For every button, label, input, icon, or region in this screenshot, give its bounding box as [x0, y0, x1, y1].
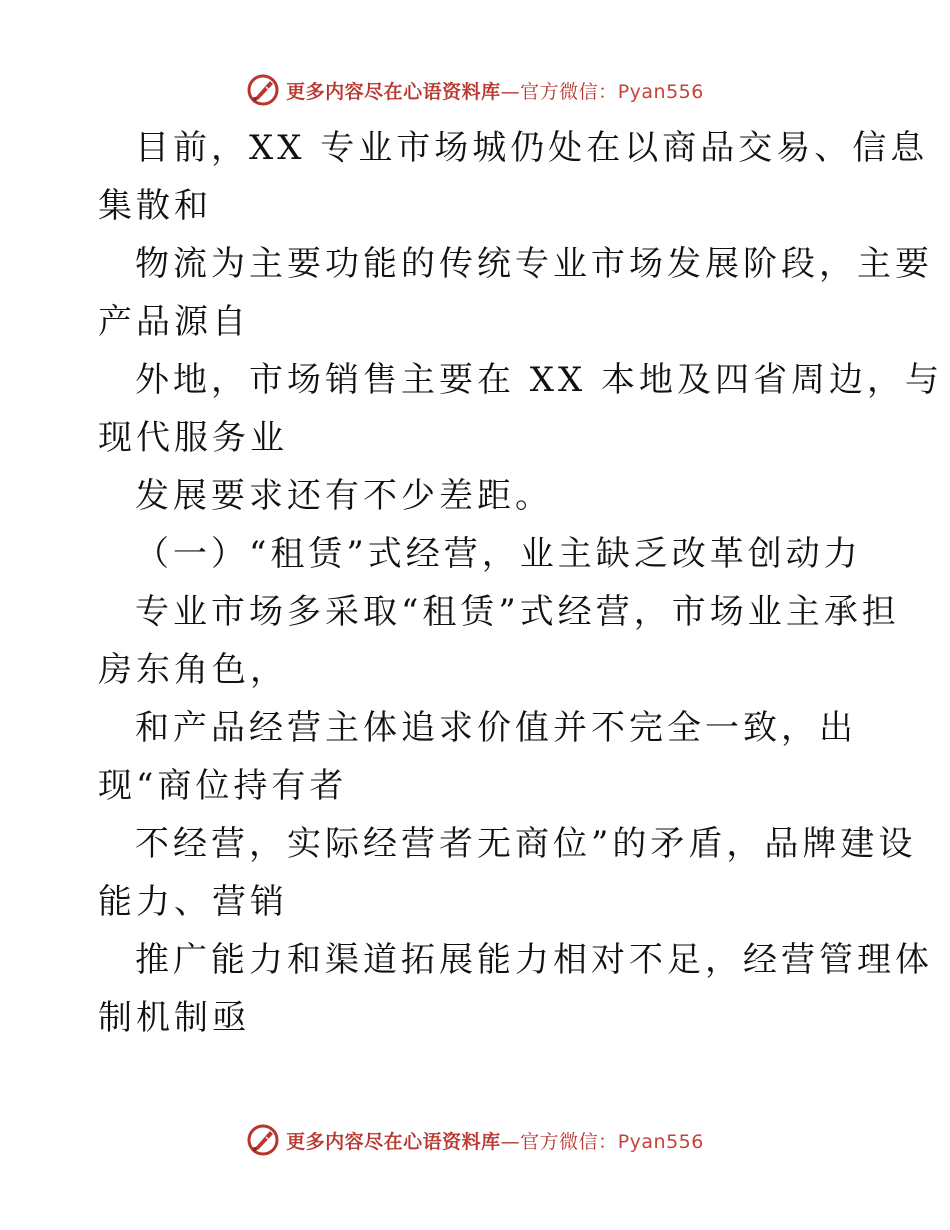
banner-brand-text: 更多内容尽在心语资料库	[286, 80, 501, 103]
banner-wechat-label: 官方微信：	[520, 80, 618, 103]
paragraph-line: 产品源自	[98, 302, 250, 342]
paragraph-line: 能力、营销	[98, 882, 288, 922]
paragraph-line: 推广能力和渠道拓展能力相对不足，经营管理体	[135, 940, 933, 980]
paragraph-line: 现“商位持有者	[98, 766, 348, 806]
banner-dash: —	[500, 80, 521, 103]
paragraph-line: 物流为主要功能的传统专业市场发展阶段，主要	[135, 244, 933, 284]
feather-pen-logo-icon	[246, 73, 280, 107]
paragraph-line: 外地，市场销售主要在 XX 本地及四省周边，与	[135, 360, 944, 400]
paragraph-line: 发展要求还有不少差距。	[135, 476, 553, 516]
feather-pen-logo-icon	[246, 1123, 280, 1157]
footer-banner	[0, 1120, 950, 1160]
paragraph-line: 集散和	[98, 186, 212, 226]
section-heading: （一）“租赁”式经营，业主缺乏改革创动力	[135, 534, 862, 574]
banner-wechat-id: Pyan556	[617, 1130, 704, 1153]
banner-wechat-label: 官方微信：	[520, 1130, 618, 1153]
paragraph-line: 房东角色，	[98, 650, 288, 690]
paragraph-line: 目前，XX 专业市场城仍处在以商品交易、信息	[135, 128, 929, 168]
banner-dash: —	[500, 1130, 521, 1153]
header-banner	[0, 70, 950, 110]
paragraph-line: 制机制亟	[98, 998, 250, 1038]
paragraph-line: 专业市场多采取“租赁”式经营，市场业主承担	[135, 592, 900, 632]
paragraph-line: 不经营，实际经营者无商位”的矛盾，品牌建设	[135, 824, 917, 864]
paragraph-line: 和产品经营主体追求价值并不完全一致，出	[135, 708, 857, 748]
banner-brand-text: 更多内容尽在心语资料库	[286, 1130, 501, 1153]
paragraph-line: 现代服务业	[98, 418, 288, 458]
banner-wechat-id: Pyan556	[617, 80, 704, 103]
